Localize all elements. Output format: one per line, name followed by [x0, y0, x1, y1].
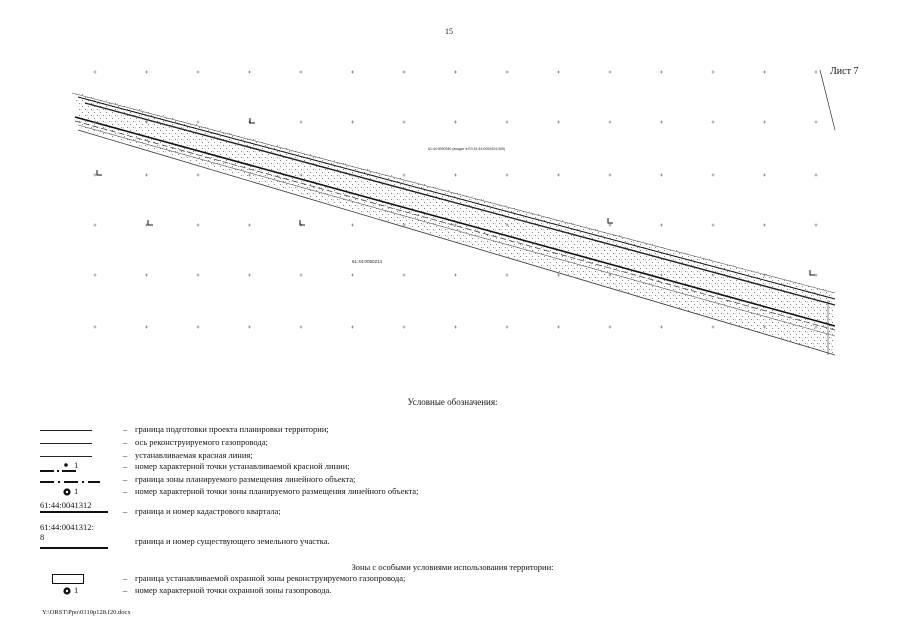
grid-cross: [197, 224, 200, 227]
grid-cross: [609, 326, 612, 329]
grid-cross: [660, 326, 663, 329]
legend-item-protection-zone-point: 1 – номер характерной точки охранной зоны газопровода.: [40, 585, 900, 597]
grid-cross: [712, 71, 715, 74]
grid-cross: [197, 326, 200, 329]
grid-cross: [609, 224, 612, 227]
legend-item-land-plot: 61:44:0041312: 8 граница и номер существующего земельного участка.: [40, 522, 900, 548]
legend-item-cadastral-quarter: 61:44:0041312 – граница и номер кадастрового квартала;: [40, 500, 281, 516]
grid-cross: [300, 121, 303, 124]
grid-cross: [660, 224, 663, 227]
grid-cross: [815, 71, 818, 74]
planning-boundary-bottom: [78, 130, 835, 355]
grid-cross: [454, 71, 457, 74]
grid-cross: [94, 71, 97, 74]
grid-cross: [557, 326, 560, 329]
grid-cross: [300, 71, 303, 74]
grid-cross: [351, 121, 354, 124]
grid-cross: [712, 121, 715, 124]
grid-cross: [403, 71, 406, 74]
red-line-upper: [78, 97, 835, 299]
grid-cross: [94, 224, 97, 227]
grid-cross: [351, 326, 354, 329]
grid-cross: [712, 326, 715, 329]
grid-cross: [351, 224, 354, 227]
grid-cross: [454, 274, 457, 277]
grid-cross: [94, 274, 97, 277]
legend-item-zone-point: 1 – номер характерной точки зоны планируемого размещения линейного объекта;: [40, 486, 900, 498]
grid-cross: [197, 174, 200, 177]
grid-cross: [506, 326, 509, 329]
grid-cross: [403, 121, 406, 124]
grid-cross: [454, 121, 457, 124]
page-number: 15: [445, 27, 453, 36]
grid-cross: [248, 274, 251, 277]
grid-cross: [557, 71, 560, 74]
grid-cross: [712, 224, 715, 227]
grid-cross: [248, 71, 251, 74]
grid-cross: [506, 274, 509, 277]
grid-cross: [660, 121, 663, 124]
grid-cross: [403, 274, 406, 277]
grid-cross: [557, 121, 560, 124]
footer-file-path: Y:\ORST\Ppo\0310p128.f20.docx: [42, 609, 131, 616]
grid-cross: [763, 71, 766, 74]
legend-item-red-line: – устанавливаемая красная линия;: [40, 450, 900, 462]
planning-boundary-top: [72, 93, 835, 293]
zone-boundary-lower: [78, 125, 835, 336]
grid-cross: [300, 274, 303, 277]
sheet-label: Лист 7: [830, 66, 859, 77]
planning-boundary-side: [820, 70, 835, 130]
grid-cross: [763, 121, 766, 124]
grid-cross: [145, 174, 148, 177]
grid-cross: [815, 224, 818, 227]
grid-cross: [609, 71, 612, 74]
grid-cross: [300, 326, 303, 329]
grid-cross: [454, 326, 457, 329]
legend-item-protection-zone: – граница устанавливаемой охранной зоны реконструируемого газопровода;: [40, 573, 900, 585]
grid-cross: [94, 326, 97, 329]
map-label-upper: 61:44:0050340 (входит в ЕЗ 61:44:0000024:309): [428, 147, 506, 151]
map-label-lower: 61:44:0050214: [352, 259, 383, 264]
grid-cross: [197, 274, 200, 277]
grid-cross: [609, 174, 612, 177]
legend-item-red-line-point: 1 – номер характерной точки устанавливаемой красной линии;: [40, 461, 900, 473]
grid-cross: [660, 174, 663, 177]
grid-cross: [351, 274, 354, 277]
grid-cross: [557, 174, 560, 177]
grid-cross: [712, 174, 715, 177]
grid-cross: [145, 71, 148, 74]
grid-cross: [763, 174, 766, 177]
grid-cross: [197, 121, 200, 124]
grid-cross: [506, 174, 509, 177]
grid-cross: [506, 71, 509, 74]
grid-cross: [815, 121, 818, 124]
grid-cross: [197, 71, 200, 74]
grid-cross: [815, 174, 818, 177]
grid-cross: [145, 326, 148, 329]
legend-title: Условные обозначения:: [407, 397, 498, 407]
grid-cross: [454, 174, 457, 177]
grid-cross: [403, 174, 406, 177]
grid-cross: [506, 121, 509, 124]
legend-item-zone-boundary: – граница зоны планируемого размещения линейного объекта;: [40, 474, 900, 486]
grid-cross: [94, 174, 97, 177]
grid-cross: [248, 326, 251, 329]
grid-cross: [248, 224, 251, 227]
zones-title: Зоны с особыми условиями использования территории:: [351, 562, 554, 572]
grid-cross: [763, 224, 766, 227]
grid-cross: [403, 326, 406, 329]
grid-cross: [351, 71, 354, 74]
legend-item-planning-boundary: – граница подготовки проекта планировки территории;: [40, 424, 900, 436]
legend-item-pipe-axis: – ось реконструируемого газопровода;: [40, 437, 900, 449]
grid-cross: [145, 274, 148, 277]
grid-cross: [609, 121, 612, 124]
grid-cross: [557, 274, 560, 277]
grid-cross: [660, 71, 663, 74]
